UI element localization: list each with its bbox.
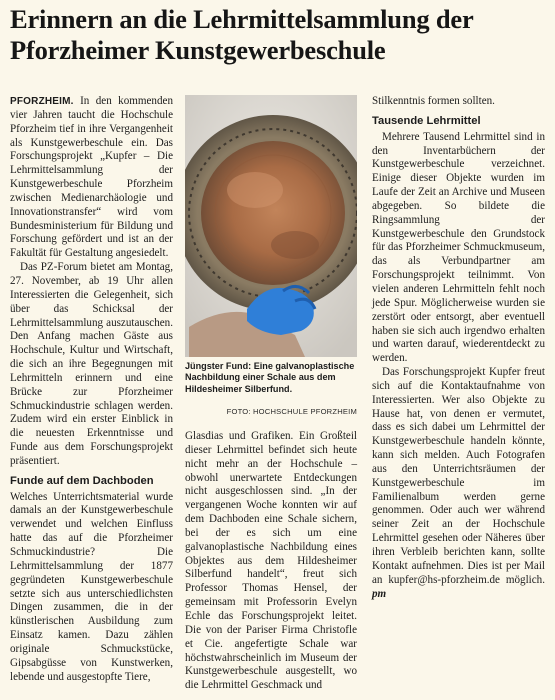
article-column-3 bbox=[372, 95, 545, 695]
headline: Erinnern an die Lehrmittelsammlung der Pforzheimer Kunstgewerbeschule bbox=[10, 4, 474, 65]
article-column-1 bbox=[10, 95, 173, 695]
paragraph-5-text: Das Forschungsprojekt Kupfer freut sich auf die Kontaktaufnahme von Interessierten. Wer also Objekte zu Hause hat, von denen er vermutet, dass es sich dabei um Lehrmittel der Kunstgewerbeschule handeln könnte, kann sich melden. Auch Fotografen aus den Unterrichtsräumen der Kunstgewerbeschule im Familienalbum werden gerne genommen. Oder auch wer während seiner Zeit an der Hochschule Lehrmittel gesehen oder Näheres über ihren Verbleib berichten kann, sollte Kontakt aufnehmen. Dies ist per Mail an kupfer@hs-pforzheim.de möglich. bbox=[372, 366, 545, 586]
article-column-2 bbox=[185, 430, 357, 695]
dateline: PFORZHEIM. bbox=[10, 96, 74, 107]
paragraph-1 bbox=[10, 95, 173, 261]
paragraph-3-end: Stilkenntnis formen sollten. bbox=[372, 95, 495, 107]
paragraph-2: Das PZ-Forum bietet am Montag, 27. November, ab 19 Uhr allen Interessierten die Gelegenheit, sich über das Schicksal der Lehrmittelsammlung auszutauschen. Den Anfang machen Gäste aus Hochschule, Kultur und Wirtschaft, die sich an ihre Begegnungen mit Lehrmitteln erinnern und eine Brücke zur Pforzheimer Schmuckindustrie schlagen werden. Zudem wird ein erster Einblick in die neuesten Erkenntnisse und Funde aus dem Forschungsprojekt präsentiert. bbox=[10, 261, 173, 467]
paragraph-5 bbox=[372, 366, 545, 601]
plate-photo-illustration bbox=[185, 95, 357, 357]
photo-credit: FOTO: HOCHSCHULE PFORZHEIM bbox=[226, 407, 357, 416]
plate-center bbox=[201, 141, 345, 285]
subheading-funde: Funde auf dem Dachboden bbox=[10, 474, 154, 487]
photo-caption: Jüngster Fund: Eine galvanoplastische Nachbildung einer Schale aus dem Hildesheimer Silberfund. bbox=[185, 361, 355, 394]
paragraph-3-continued: Glasdias und Grafiken. Ein Großteil dieser Lehrmittel befindet sich heute nicht mehr an der Hochschule – obwohl unerwartete Entdeckungen nicht ausgeschlossen sind. „In der vergangenen Woche konnten wir auf dem Dachboden eine Schale sichern, bei der es sich um eine galvanoplastische Nachbildung eines Objektes aus dem Hildesheimer Silberfund handelt“, freut sich Professor Thomas Hensel, der gemeinsam mit Professorin Evelyn Echle das Forschungsprojekt leitet. Die von der Pariser Firma Christofle et Cie. angefertigte Schale war höchstwahrscheinlich im Museum der Kunstgewerbeschule ausgestellt, wo die Lehrmittel Geschmack und bbox=[185, 430, 357, 692]
paragraph-3: Welches Unterrichtsmaterial wurde damals an der Kunstgewerbeschule verwendet und welchen Einfluss hatte das auf die Pforzheimer Schmuckindustrie? Die Lehrmittelsammlung der 1877 gegründeten Kunstgewerbeschule setzte sich aus unterschiedlichsten Dingen zusammen, die in der künstlerischen Ausbildung zum Einsatz kamen. Dazu zählen originale Schmuckstücke, Gipsabgüsse von Kunstwerken, lebende und ausgestopfte Tiere, bbox=[10, 490, 173, 683]
photo bbox=[185, 95, 357, 357]
author-initials: pm bbox=[372, 587, 387, 600]
paragraph-1-text: In den kommenden vier Jahren taucht die Hochschule Pforzheim tief in ihre Vergangenheit als Kunstgewerbeschule ein. Das Forschungsprojekt „Kupfer – Die Lehrmittelsammlung der Kunstgewerbeschule Pforzheim zwischen Medienarchäologie und Innovationstransfer“ wird vom Bundesministerium für Bildung und Forschung gefördert und ist an der Fakultät für Gestaltung angesiedelt. bbox=[10, 95, 173, 260]
paragraph-4: Mehrere Tausend Lehrmittel sind in den Inventarbüchern der Kunstgewerbeschule verzeichnet. Einige dieser Objekte wurden im Laufe der Zeit an Archive und Museen abgegeben. So bildete die Ringsammlung der Kunstgewerbeschule den Grundstock für das Pforzheimer Schmuckmuseum, das als Verbundpartner am Forschungsprojekt teilnimmt. Von vielen anderen Lehrmitteln fehlt noch jede Spur. Möglicherweise wurden sie zerstört oder entsorgt, aber eventuell haben sie sich auch irgendwo erhalten und warten darauf, wiederentdeckt zu werden. bbox=[372, 130, 545, 365]
subheading-tausende: Tausende Lehrmittel bbox=[372, 114, 481, 127]
